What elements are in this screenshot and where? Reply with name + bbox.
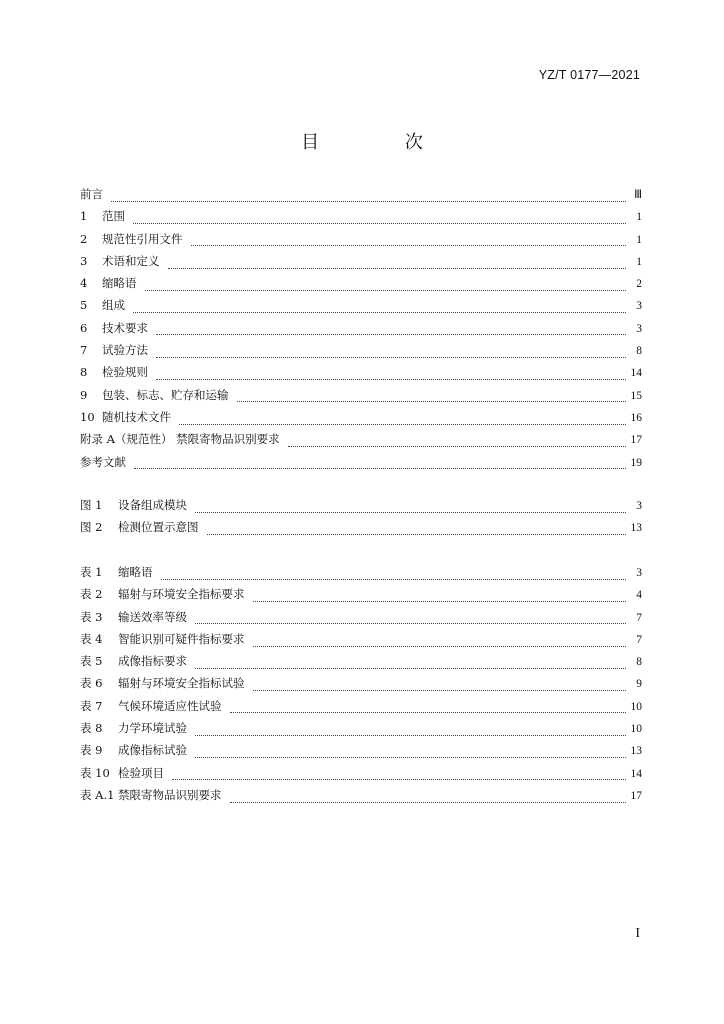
toc-main-list bbox=[80, 186, 642, 476]
toc-entry-page: 2 bbox=[636, 278, 642, 291]
toc-leader-dots bbox=[134, 460, 626, 469]
toc-entry-label: 包装、标志、贮存和运输 bbox=[102, 387, 229, 402]
toc-leader-dots bbox=[195, 504, 626, 513]
toc-entry-number: 表 A.1 bbox=[80, 787, 115, 802]
toc-entry-number: 5 bbox=[80, 298, 88, 313]
toc-entry-page: 17 bbox=[630, 789, 642, 802]
toc-entry[interactable] bbox=[80, 342, 642, 364]
toc-entry-label: 前言 bbox=[80, 187, 103, 201]
toc-entry-number: 表 6 bbox=[80, 676, 103, 691]
toc-entry-number: 表 3 bbox=[80, 609, 103, 624]
toc-entry-label: 气候环境适应性试验 bbox=[118, 698, 222, 713]
toc-leader-dots bbox=[195, 749, 626, 758]
toc-entry[interactable] bbox=[80, 497, 642, 519]
toc-entry[interactable] bbox=[80, 454, 642, 476]
toc-entry-page: 10 bbox=[630, 700, 642, 713]
toc-entry[interactable] bbox=[80, 787, 642, 809]
toc-entry-label: 附录 A（规范性） 禁限寄物品识别要求 bbox=[80, 432, 280, 447]
toc-leader-dots bbox=[191, 237, 627, 246]
toc-entry-label: 技术要求 bbox=[102, 320, 148, 335]
toc-entry-page: 13 bbox=[630, 522, 642, 535]
toc-entry[interactable] bbox=[80, 387, 642, 409]
toc-entry[interactable] bbox=[80, 675, 642, 697]
standard-code: YZ/T 0177—2021 bbox=[538, 68, 640, 82]
toc-entry-label: 辐射与环境安全指标要求 bbox=[118, 587, 245, 602]
toc-entry-label: 缩略语 bbox=[118, 565, 153, 579]
toc-entry-number: 6 bbox=[80, 320, 88, 335]
toc-entry[interactable] bbox=[80, 609, 642, 631]
toc-leader-dots bbox=[156, 371, 626, 380]
toc-entry-number: 表 9 bbox=[80, 743, 103, 758]
toc-entry-label: 组成 bbox=[102, 298, 125, 313]
toc-entry[interactable] bbox=[80, 519, 642, 541]
toc-entry[interactable] bbox=[80, 186, 642, 208]
toc-entry-label: 范围 bbox=[102, 209, 125, 224]
toc-entry[interactable] bbox=[80, 698, 642, 720]
toc-leader-dots bbox=[172, 771, 626, 780]
page-title: 目 次 bbox=[301, 132, 463, 153]
toc-entry-number: 表 10 bbox=[80, 765, 110, 780]
toc-entry-number: 3 bbox=[80, 253, 88, 268]
toc-entry-number: 1 bbox=[80, 209, 88, 224]
toc-entry-label: 检验项目 bbox=[118, 765, 164, 780]
toc-leader-dots bbox=[179, 416, 626, 425]
toc-entry-label: 智能识别可疑件指标要求 bbox=[118, 631, 245, 646]
toc-entry[interactable] bbox=[80, 653, 642, 675]
toc-entry-label: 成像指标试验 bbox=[118, 743, 187, 758]
toc-entry[interactable] bbox=[80, 231, 642, 253]
toc-entry-page: 1 bbox=[636, 255, 642, 268]
toc-entry-page: 7 bbox=[636, 633, 642, 646]
toc-entry[interactable] bbox=[80, 320, 642, 342]
toc-entry[interactable] bbox=[80, 720, 642, 742]
toc-entry-label: 试验方法 bbox=[102, 343, 148, 358]
toc-entry-page: 3 bbox=[636, 500, 642, 512]
toc-entry-page: 3 bbox=[636, 300, 642, 313]
toc-entry-page: 9 bbox=[636, 678, 642, 691]
toc-entry-label: 禁限寄物品识别要求 bbox=[118, 787, 222, 802]
toc-entry-label: 检测位置示意图 bbox=[118, 520, 199, 535]
toc-entry-label: 力学环境试验 bbox=[118, 721, 187, 736]
toc-entry[interactable] bbox=[80, 564, 642, 586]
toc-entry-page: 4 bbox=[636, 589, 642, 602]
toc-entry-number: 表 2 bbox=[80, 587, 103, 602]
toc-figure-list bbox=[80, 497, 642, 542]
toc-entry[interactable] bbox=[80, 253, 642, 275]
toc-leader-dots bbox=[253, 682, 627, 691]
toc-entry-number: 表 5 bbox=[80, 654, 103, 669]
toc-entry-page: 3 bbox=[636, 322, 642, 335]
toc-entry-number: 8 bbox=[80, 365, 88, 380]
toc-entry-label: 随机技术文件 bbox=[102, 409, 171, 424]
toc-entry[interactable] bbox=[80, 631, 642, 653]
toc-entry-page: 7 bbox=[636, 611, 642, 624]
toc-entry[interactable] bbox=[80, 208, 642, 230]
toc-entry-number: 表 1 bbox=[80, 565, 103, 579]
toc-entry-page: 8 bbox=[636, 345, 642, 358]
toc-entry-page: 3 bbox=[636, 567, 642, 579]
toc-leader-dots bbox=[230, 704, 627, 713]
toc-entry-number: 7 bbox=[80, 343, 88, 358]
toc-entry-number: 4 bbox=[80, 276, 88, 291]
toc-entry-number: 图 1 bbox=[80, 498, 103, 512]
toc-entry-number: 9 bbox=[80, 387, 88, 402]
toc-leader-dots bbox=[288, 438, 626, 447]
toc-entry-label: 成像指标要求 bbox=[118, 654, 187, 669]
toc-leader-dots bbox=[133, 304, 626, 313]
toc-entry-page: 17 bbox=[630, 434, 642, 447]
toc-entry-number: 表 8 bbox=[80, 721, 103, 736]
toc-leader-dots bbox=[145, 282, 627, 291]
toc-entry-page: 10 bbox=[630, 723, 642, 736]
toc-entry-label: 术语和定义 bbox=[102, 253, 160, 268]
toc-entry-label: 辐射与环境安全指标试验 bbox=[118, 676, 245, 691]
toc-leader-dots bbox=[111, 193, 626, 202]
toc-entry-page: 1 bbox=[636, 233, 642, 246]
toc-entry-label: 设备组成模块 bbox=[118, 498, 187, 512]
toc-entry-label: 输送效率等级 bbox=[118, 609, 187, 624]
toc-entry-number: 图 2 bbox=[80, 520, 103, 535]
toc-entry-label: 参考文献 bbox=[80, 454, 126, 469]
toc-leader-dots bbox=[195, 615, 626, 624]
toc-entry-number: 2 bbox=[80, 231, 88, 246]
toc-leader-dots bbox=[195, 660, 626, 669]
toc-leader-dots bbox=[253, 593, 627, 602]
toc-entry[interactable] bbox=[80, 364, 642, 386]
toc-entry-page: 15 bbox=[630, 389, 642, 402]
toc-entry[interactable] bbox=[80, 431, 642, 453]
toc-entry-number: 表 4 bbox=[80, 631, 103, 646]
toc-leader-dots bbox=[207, 526, 627, 535]
toc-entry[interactable] bbox=[80, 297, 642, 319]
toc-entry-number: 10 bbox=[80, 409, 95, 424]
toc-leader-dots bbox=[253, 638, 627, 647]
toc-entry-page: 16 bbox=[630, 411, 642, 424]
toc-leader-dots bbox=[168, 260, 627, 269]
toc-entry-page: 14 bbox=[630, 367, 642, 380]
toc-entry-label: 缩略语 bbox=[102, 276, 137, 291]
toc-entry-page: 19 bbox=[630, 456, 642, 469]
toc-entry-page: 8 bbox=[636, 656, 642, 669]
toc-entry-page: 13 bbox=[630, 745, 642, 758]
toc-entry[interactable] bbox=[80, 275, 642, 297]
toc-entry-label: 检验规则 bbox=[102, 365, 148, 380]
toc-leader-dots bbox=[237, 393, 627, 402]
toc-leader-dots bbox=[156, 349, 626, 358]
toc-entry-page: 1 bbox=[636, 211, 642, 224]
toc-table-list bbox=[80, 564, 642, 809]
toc-entry-page: Ⅲ bbox=[634, 189, 642, 201]
toc-entry[interactable] bbox=[80, 586, 642, 608]
toc-leader-dots bbox=[133, 215, 626, 224]
toc-leader-dots bbox=[230, 794, 627, 803]
toc-entry[interactable] bbox=[80, 409, 642, 431]
toc-entry-label: 规范性引用文件 bbox=[102, 231, 183, 246]
toc-entry-number: 表 7 bbox=[80, 698, 103, 713]
toc-leader-dots bbox=[156, 326, 626, 335]
toc-entry[interactable] bbox=[80, 765, 642, 787]
toc-entry-page: 14 bbox=[630, 767, 642, 780]
toc-leader-dots bbox=[195, 727, 626, 736]
toc-leader-dots bbox=[161, 571, 627, 580]
toc-entry[interactable] bbox=[80, 742, 642, 764]
page-number: I bbox=[635, 926, 640, 941]
